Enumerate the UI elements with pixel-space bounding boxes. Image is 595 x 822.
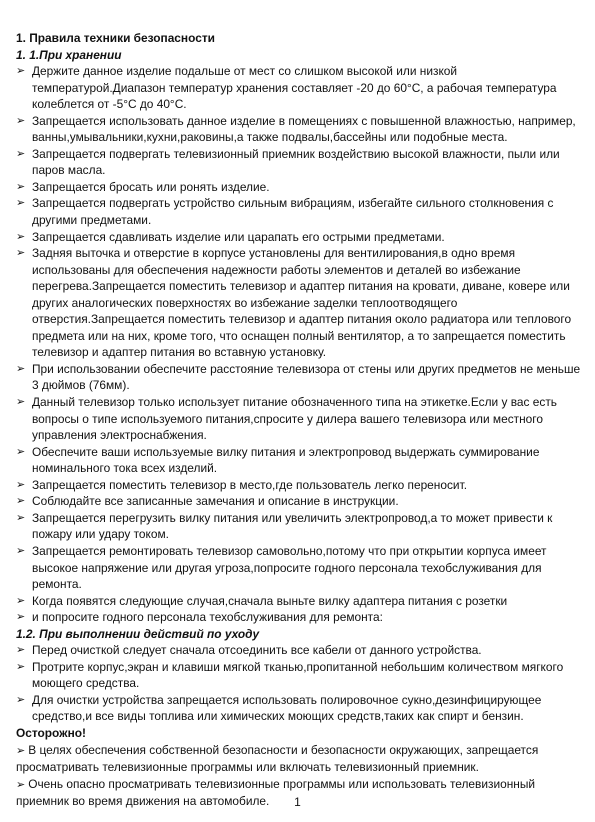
bullet-arrow-icon: ➢ bbox=[16, 64, 26, 78]
bullet-arrow-icon: ➢ bbox=[16, 113, 26, 127]
list-item: ➢ Задняя выточка и отверстие в корпусе установлены для вентилирования,в одно время использованы для обеспечения надежности работы элементов и деталей во избежание перегрева.Запрещается поместить телевизор и адаптер питания на кровати, диване, ковере или других аналогических поверхностях во избежание заделки теплоотводящего отверстия.Запрещается поместить телевизор и адаптер питания около радиатора или теплового предмета или на них, кроме того, что оснащен полный вентилятор, а то запрещается поместить телевизор и адаптер питания во вставную установку. bbox=[16, 246, 572, 360]
list-item: ➢ Когда появятся следующие случая,сначала выньте вилку адаптера питания с розетки bbox=[16, 593, 508, 608]
section-heading: 1. Правила техники безопасности bbox=[16, 31, 215, 45]
bullet-arrow-icon: ➢ bbox=[16, 146, 26, 160]
list-item: ➢ Запрещается бросать или ронять изделие. bbox=[16, 179, 270, 194]
list-item: ➢ Держите данное изделие подальше от мест со слишком высокой или низкой температурой.Диапазон температур хранения составляет -20 до 60°С, а рабочая температура колеблется от -5°С до 40°С. bbox=[16, 64, 557, 112]
bullet-arrow-icon: ➢ bbox=[16, 777, 26, 791]
subsection-storage-heading: 1. 1.При хранении bbox=[16, 47, 122, 62]
bullet-arrow-icon: ➢ bbox=[16, 494, 26, 508]
document-page bbox=[16, 30, 581, 810]
bullet-arrow-icon: ➢ bbox=[16, 593, 26, 607]
list-item: ➢ Соблюдайте все записанные замечания и описание в инструкции. bbox=[16, 494, 399, 509]
bullet-arrow-icon: ➢ bbox=[16, 692, 26, 706]
list-item: ➢ и попросите годного персонала техобслуживания для ремонта: bbox=[16, 610, 383, 625]
list-item: ➢ Запрещается использовать данное изделие в помещениях с повышенной влажностью, например, ванны,умывальники,кухни,раковины,а также подвалы,бассейны или подобные места. bbox=[16, 113, 576, 145]
list-item: ➢ Для очистки устройства запрещается использовать полировочное сукно,дезинфицирующее средство,и все виды топлива или химических моющих средств,таких как спирт и бензин. bbox=[16, 692, 542, 724]
list-item: ➢ Запрещается сдавливать изделие или царапать его острыми предметами. bbox=[16, 229, 445, 244]
list-item: ➢ Перед очисткой следует сначала отсоединить все кабели от данного устройства. bbox=[16, 643, 482, 658]
bullet-arrow-icon: ➢ bbox=[16, 246, 26, 260]
bullet-arrow-icon: ➢ bbox=[16, 510, 26, 524]
list-item: ➢ Данный телевизор только использует питание обозначенного типа на этикетке.Если у вас есть вопросы о типе используемого питания,спросите у дилера вашего телевизора или местного управления электроснабжения. bbox=[16, 395, 557, 443]
bullet-arrow-icon: ➢ bbox=[16, 179, 26, 193]
bullet-arrow-icon: ➢ bbox=[16, 659, 26, 673]
bullet-arrow-icon: ➢ bbox=[16, 196, 26, 210]
bullet-arrow-icon: ➢ bbox=[16, 229, 26, 243]
list-item: ➢ Запрещается подвергать устройство сильным вибрациям, избегайте сильного столкновения с другими предметами. bbox=[16, 196, 554, 228]
bullet-arrow-icon: ➢ bbox=[16, 361, 26, 375]
bullet-arrow-icon: ➢ bbox=[16, 444, 26, 458]
subsection-care-heading: 1.2. При выполнении действий по уходу bbox=[16, 626, 260, 641]
list-item: ➢ При использовании обеспечите расстояние телевизора от стены или других предметов не меньше 3 дюймов (76мм). bbox=[16, 361, 581, 393]
bullet-arrow-icon: ➢ bbox=[16, 395, 26, 409]
care-list bbox=[16, 642, 581, 725]
list-item: ➢ Обеспечите ваши используемые вилку питания и электропровод выдержать суммирование номинального тока всех изделий. bbox=[16, 444, 540, 476]
bullet-arrow-icon: ➢ bbox=[16, 543, 26, 557]
storage-list bbox=[16, 63, 581, 626]
caution-heading: Осторожно! bbox=[16, 725, 86, 740]
caution-paragraph: ➢ Очень опасно просматривать телевизионные программы или использовать телевизионный приемник во время движения на автомобиле. bbox=[16, 776, 536, 809]
bullet-arrow-icon: ➢ bbox=[16, 643, 26, 657]
caution-paragraph: ➢ В целях обеспечения собственной безопасности и безопасности окружающих, запрещается просматривать телевизионные программы или включать телевизионный приемник. bbox=[16, 742, 539, 775]
list-item: ➢ Запрещается ремонтировать телевизор самовольно,потому что при открытии корпуса имеет высокое напряжение или другая угроза,попросите годного персонала техобслуживания для ремонта. bbox=[16, 543, 547, 592]
list-item: ➢ Запрещается подвергать телевизионный приемник воздействию высокой влажности, пыли или паров масла. bbox=[16, 146, 560, 178]
list-item: ➢ Протрите корпус,экран и клавиши мягкой тканью,пропитанной небольшим количеством мягкого моющего средства. bbox=[16, 659, 564, 691]
list-item: ➢ Запрещается поместить телевизор в место,где пользователь легко переносит. bbox=[16, 477, 467, 492]
page-number: 1 bbox=[294, 795, 301, 809]
bullet-arrow-icon: ➢ bbox=[16, 743, 26, 757]
list-item: ➢ Запрещается перегрузить вилку питания или увеличить электропровод,а то может привести к пожару или удару током. bbox=[16, 510, 553, 542]
bullet-arrow-icon: ➢ bbox=[16, 610, 26, 624]
bullet-arrow-icon: ➢ bbox=[16, 477, 26, 491]
